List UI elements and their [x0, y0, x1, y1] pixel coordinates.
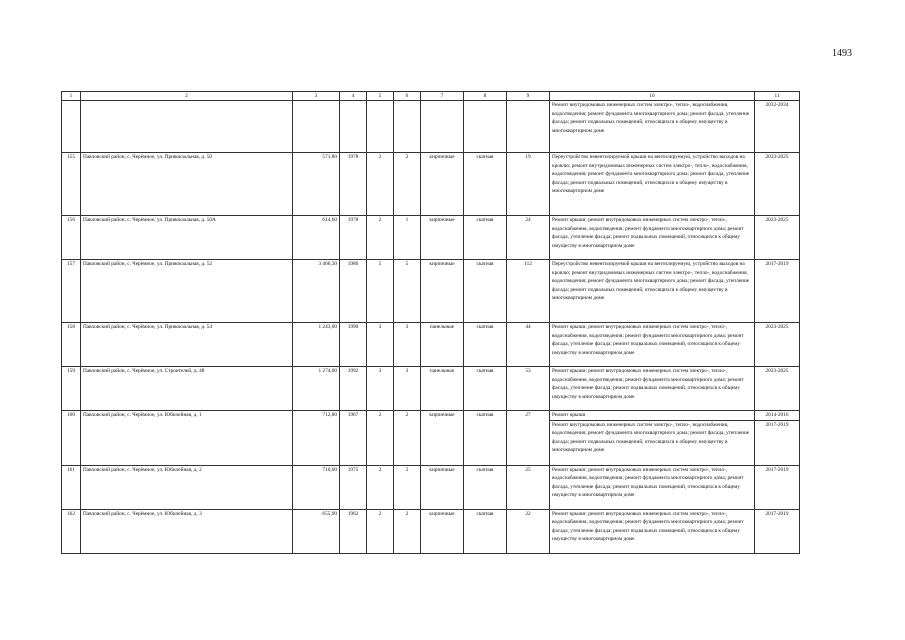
address-cell: Павловский район, с. Черёмное, ул. Строителей, д. 48	[81, 367, 293, 411]
year-cell: 1962	[340, 509, 367, 553]
row-number-cell: 158	[62, 323, 81, 367]
address-cell: Павловский район, с. Черёмное, ул. Привокзальная, д. 54	[81, 323, 293, 367]
year-cell: 1978	[340, 153, 367, 216]
floors-cell: 2	[367, 509, 394, 553]
wall-material-cell: кирпичные	[421, 216, 464, 260]
table-row	[62, 509, 800, 553]
years-cell: 2017-2019	[755, 465, 800, 509]
roof-type-cell: скатная	[464, 260, 507, 323]
year-cell: 1986	[340, 260, 367, 323]
row-number-cell: 157	[62, 260, 81, 323]
header-cell: 4	[340, 92, 367, 101]
entrances-cell: 3	[394, 367, 421, 411]
works-cell: Ремонт крыши; ремонт внутридомовых инженерных систем электро-, тепло-, водоснабжения, водоотведения; ремонт фундамента многоквартирного дома; ремонт фасада, утепление фасада; ремонт подвальных помещений, относящихся к общему имуществу в многоквартирном доме	[550, 367, 755, 411]
area-cell: 1 243,00	[293, 323, 340, 367]
wall-material-cell: панельные	[421, 323, 464, 367]
works-cell: Ремонт крыши; ремонт внутридомовых инженерных систем электро-, тепло-, водоснабжения, водоотведения; ремонт фундамента многоквартирного дома; ремонт фасада, утепление фасада; ремонт подвальных помещений, относящихся к общему имуществу в многоквартирном доме	[550, 509, 755, 553]
roof-type-cell: скатная	[464, 367, 507, 411]
table-row	[62, 260, 800, 323]
residents-cell: 53	[507, 367, 550, 411]
area-cell: 655,90	[293, 509, 340, 553]
floors-cell: 2	[367, 465, 394, 509]
entrances-cell: 3	[394, 323, 421, 367]
row-number-cell: 159	[62, 367, 81, 411]
works-cell: Переустройство невентилируемой крыши на вентилируемую, устройство выходов на кровлю; ремонт внутридомовых инженерных систем электро-, тепло-, водоснабжения, водоотведения; ремонт фундамента многоквартирного дома; ремонт фасада, утепление фасада; ремонт подвальных помещений, относящихся к общему имуществу в многоквартирном доме	[550, 260, 755, 323]
years-cell: 2023-2025	[755, 153, 800, 216]
residents-cell: 112	[507, 260, 550, 323]
header-cell: 1	[62, 92, 81, 101]
wall-material-cell: кирпичные	[421, 411, 464, 466]
row-number-cell: 162	[62, 509, 81, 553]
works-cell: Ремонт крыши; ремонт внутридомовых инженерных систем электро-, тепло-, водоснабжения, водоотведения; ремонт фундамента многоквартирного дома; ремонт фасада, утепление фасада; ремонт подвальных помещений, относящихся к общему имуществу в многоквартирном доме	[550, 323, 755, 367]
header-cell: 8	[464, 92, 507, 101]
continued-row	[62, 101, 800, 153]
entrances-cell: 2	[394, 465, 421, 509]
header-cell: 10	[550, 92, 755, 101]
header-cell: 9	[507, 92, 550, 101]
table-row	[62, 465, 800, 509]
years-cell: 2023-2025	[755, 367, 800, 411]
entrances-cell: 2	[394, 411, 421, 466]
area-cell: 3 466,30	[293, 260, 340, 323]
roof-type-cell: скатная	[464, 216, 507, 260]
address-cell: Павловский район, с. Черёмное, ул. Юбилейная, д. 3	[81, 509, 293, 553]
wall-material-cell: кирпичные	[421, 465, 464, 509]
residents-cell: 22	[507, 509, 550, 553]
area-cell: 571,80	[293, 153, 340, 216]
address-cell: Павловский район, с. Черёмное, ул. Привокзальная, д. 50	[81, 153, 293, 216]
housing-repair-table	[61, 91, 800, 554]
works-cell: Ремонт крыши; ремонт внутридомовых инженерных систем электро-, тепло-, водоснабжения, водоотведения; ремонт фундамента многоквартирного дома; ремонт фасада, утепление фасада; ремонт подвальных помещений, относящихся к общему имуществу в многоквартирном доме	[550, 465, 755, 509]
works-cell: Ремонт внутридомовых инженерных систем электро-, тепло-, водоснабжения, водоотведения; ремонт фундамента многоквартирного дома; ремонт фасада, утепление фасада; ремонт подвальных помещений, относящихся к общему имуществу в многоквартирном доме	[550, 101, 755, 153]
works-cell: Ремонт крыши	[550, 411, 755, 421]
row-number-cell: 155	[62, 153, 81, 216]
page-number: 1493	[832, 48, 852, 59]
address-cell: Павловский район, с. Черёмное, ул. Юбилейная, д. 2	[81, 465, 293, 509]
row-number-cell: 156	[62, 216, 81, 260]
residents-cell: 44	[507, 323, 550, 367]
address-cell: Павловский район, с. Черёмное, ул. Юбилейная, д. 1	[81, 411, 293, 466]
year-cell: 1967	[340, 411, 367, 466]
entrances-cell: 1	[394, 216, 421, 260]
address-cell: Павловский район, с. Черёмное, ул. Привокзальная, д. 52	[81, 260, 293, 323]
header-cell: 2	[81, 92, 293, 101]
residents-cell: 27	[507, 411, 550, 466]
floors-cell: 2	[367, 153, 394, 216]
year-cell: 1975	[340, 465, 367, 509]
header-cell: 11	[755, 92, 800, 101]
entrances-cell: 5	[394, 260, 421, 323]
header-row	[62, 92, 800, 101]
entrances-cell: 2	[394, 153, 421, 216]
works-cell: Ремонт внутридомовых инженерных систем электро-, тепло-, водоснабжения, водоотведения; ремонт фундамента многоквартирного дома; ремонт фасада, утепление фасада; ремонт подвальных помещений, относящихся к общему имуществу в многоквартирном доме	[550, 420, 755, 465]
wall-material-cell: кирпичные	[421, 153, 464, 216]
header-cell: 6	[394, 92, 421, 101]
works-cell: Ремонт крыши; ремонт внутридомовых инженерных систем электро-, тепло-, водоснабжения, водоотведения; ремонт фундамента многоквартирного дома; ремонт фасада, утепление фасада; ремонт подвальных помещений, относящихся к общему имуществу в многоквартирном доме	[550, 216, 755, 260]
table-row	[62, 367, 800, 411]
wall-material-cell: панельные	[421, 367, 464, 411]
floors-cell: 2	[367, 411, 394, 466]
roof-type-cell: скатная	[464, 323, 507, 367]
address-cell: Павловский район, с. Черёмное, ул. Привокзальная, д. 50А	[81, 216, 293, 260]
residents-cell: 19	[507, 153, 550, 216]
works-cell: Переустройство невентилируемой крыши на вентилируемую, устройство выходов на кровлю; ремонт внутридомовых инженерных систем электро-, тепло-, водоснабжения, водоотведения; ремонт фундамента многоквартирного дома; ремонт фасада, утепление фасада; ремонт подвальных помещений, относящихся к общему имуществу в многоквартирном доме	[550, 153, 755, 216]
roof-type-cell: скатная	[464, 411, 507, 466]
wall-material-cell: кирпичные	[421, 509, 464, 553]
floors-cell: 3	[367, 367, 394, 411]
area-cell: 710,00	[293, 465, 340, 509]
year-cell: 1990	[340, 323, 367, 367]
years-cell: 2017-2019	[755, 509, 800, 553]
roof-type-cell: скатная	[464, 465, 507, 509]
year-cell: 1992	[340, 367, 367, 411]
area-cell: 712,80	[293, 411, 340, 466]
header-cell: 5	[367, 92, 394, 101]
years-cell: 2032-2034	[755, 101, 800, 153]
table-row	[62, 153, 800, 216]
years-cell: 2017-2019	[755, 260, 800, 323]
entrances-cell: 2	[394, 509, 421, 553]
table-row	[62, 216, 800, 260]
row-number-cell: 161	[62, 465, 81, 509]
area-cell: 614,60	[293, 216, 340, 260]
floors-cell: 2	[367, 216, 394, 260]
years-cell: 2014-2016	[755, 411, 800, 421]
table-row	[62, 411, 800, 421]
floors-cell: 3	[367, 323, 394, 367]
table-row	[62, 323, 800, 367]
area-cell: 1 274,00	[293, 367, 340, 411]
residents-cell: 25	[507, 465, 550, 509]
years-cell: 2023-2025	[755, 216, 800, 260]
row-number-cell: 160	[62, 411, 81, 466]
year-cell: 1978	[340, 216, 367, 260]
header-cell: 7	[421, 92, 464, 101]
roof-type-cell: скатная	[464, 153, 507, 216]
years-cell: 2017-2019	[755, 420, 800, 465]
floors-cell: 5	[367, 260, 394, 323]
roof-type-cell: скатная	[464, 509, 507, 553]
header-cell: 3	[293, 92, 340, 101]
years-cell: 2023-2025	[755, 323, 800, 367]
wall-material-cell: кирпичные	[421, 260, 464, 323]
residents-cell: 24	[507, 216, 550, 260]
